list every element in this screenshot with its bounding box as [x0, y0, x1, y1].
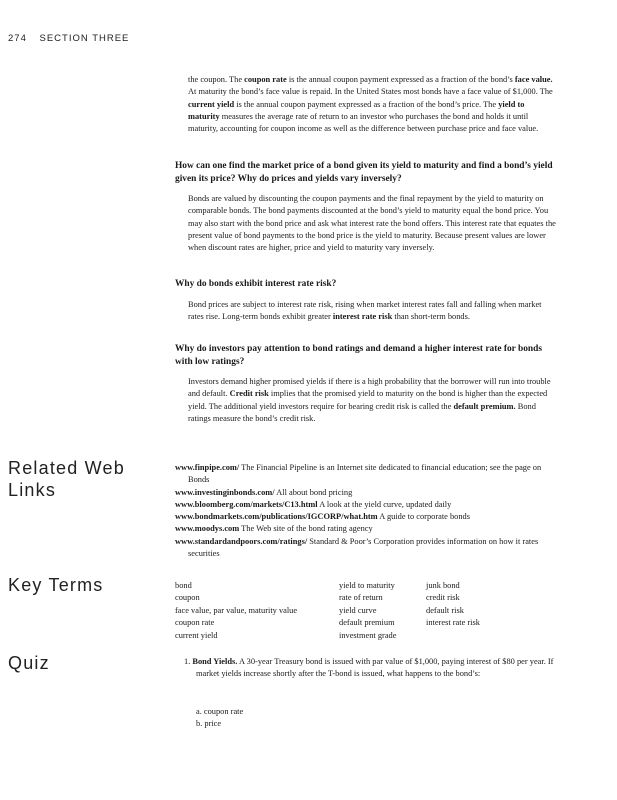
- quiz-options: [196, 706, 243, 731]
- key-term: yield curve: [339, 605, 377, 615]
- link-standardandpoors[interactable]: www.standardandpoors.com/ratings/: [175, 536, 308, 546]
- quiz-question-1: 1. Bond Yields. A 30-year Treasury bond is issued with par value of $1,000, paying interest of $80 per year. If market yields increase shortly after the T-bond is issued, what happens to the bond’s:: [184, 657, 554, 679]
- key-term: coupon: [175, 593, 200, 603]
- key-terms-column-1: [175, 580, 297, 642]
- term-current-yield: current yield: [188, 99, 235, 109]
- summary-question-2: Why do bonds exhibit interest rate risk?: [175, 279, 337, 289]
- link-item: www.standardandpoors.com/ratings/ Standard & Poor’s Corporation provides information on how it rates securities: [175, 536, 539, 559]
- key-terms-column-3: [426, 580, 480, 630]
- quiz-heading: Quiz: [8, 653, 50, 673]
- summary-answer-3: Investors demand higher promised yields if there is a high probability that the borrower will run into trouble and default. Credit risk implies that the promised yield to maturity on the bond is higher than the expected yield. The additional yield investors require for bearing credit risk is called the default premium. Bond ratings measure the bond’s credit risk.: [188, 377, 551, 423]
- key-term: investment grade: [339, 630, 397, 640]
- related-web-links-heading: Related Web Links: [8, 458, 125, 500]
- key-term: bond: [175, 581, 192, 590]
- term-face-value: face value.: [514, 75, 553, 84]
- key-terms-heading: Key Terms: [8, 575, 104, 595]
- term-default-premium: default premium.: [453, 401, 516, 411]
- link-item: www.moodys.com The Web site of the bond rating agency: [175, 524, 373, 534]
- link-bondmarkets[interactable]: www.bondmarkets.com/publications/IGCORP/what.htm: [175, 512, 378, 522]
- key-term: yield to maturity: [339, 581, 395, 590]
- link-moodys[interactable]: www.moodys.com: [175, 524, 240, 534]
- link-item: www.investinginbonds.com/ All about bond pricing: [175, 487, 353, 497]
- term-interest-rate-risk: interest rate risk: [332, 312, 393, 322]
- summary-answer-2: Bond prices are subject to interest rate risk, rising when market interest rates fall and falling when market rates rise. Long-term bonds exhibit greater interest rate risk than short-term bonds.: [188, 300, 542, 322]
- section-title: SECTION THREE: [39, 33, 130, 44]
- running-header: [8, 33, 129, 44]
- key-terms-column-2: [339, 580, 396, 642]
- term-credit-risk: Credit risk: [229, 389, 269, 399]
- quiz-question-title: Bond Yields.: [192, 657, 238, 666]
- link-investinginbonds[interactable]: www.investinginbonds.com/: [175, 487, 275, 497]
- page-number: 274: [8, 33, 27, 44]
- summary-answer-1: Bonds are valued by discounting the coupon payments and the final repayment by the yield to maturity on comparable bonds. The bond payments discounted at the bond’s yield to maturity equal the bond price. You may also start with the bond price and ask what interest rate the bond offers. This interest rate that equates the present value of bond payments to the bond price is the yield to maturity. Because present values are lower when discount rates are higher, price and yield to maturity vary inversely.: [188, 194, 556, 253]
- term-yield-to-maturity: yield to maturity: [188, 99, 525, 121]
- related-links-list: [175, 462, 560, 560]
- summary-question-3: Why do investors pay attention to bond ratings and demand a higher interest rate for bonds with low ratings?: [175, 344, 542, 367]
- quiz-option-a: a. coupon rate: [196, 707, 244, 716]
- summary-question-1: How can one find the market price of a bond given its yield to maturity and find a bond’s yield given its price? Why do prices and yields vary inversely?: [175, 161, 553, 184]
- key-term: current yield: [175, 630, 218, 640]
- link-finpipe[interactable]: www.finpipe.com/: [175, 463, 240, 472]
- key-term: rate of return: [339, 593, 383, 603]
- link-item: www.bondmarkets.com/publications/IGCORP/what.htm A guide to corporate bonds: [175, 512, 470, 522]
- link-item: www.finpipe.com/ The Financial Pipeline is an Internet site dedicated to financial education; see the page on Bonds: [175, 463, 542, 485]
- key-term: interest rate risk: [426, 618, 480, 628]
- key-term: junk bond: [426, 581, 460, 590]
- link-item: www.bloomberg.com/markets/C13.html A look at the yield curve, updated daily: [175, 499, 452, 509]
- quiz-option-b: b. price: [196, 719, 222, 729]
- term-coupon-rate: coupon rate: [244, 75, 287, 84]
- link-bloomberg[interactable]: www.bloomberg.com/markets/C13.html: [175, 499, 318, 509]
- key-term: credit risk: [426, 593, 460, 603]
- key-term: coupon rate: [175, 618, 215, 628]
- intro-paragraph: the coupon. The coupon rate is the annual coupon payment expressed as a fraction of the bond’s face value. At maturity the bond’s face value is repaid. In the United States most bonds have a face value of $1,000. The current yield is the annual coupon payment expressed as a fraction of the bond’s price. The yield to maturity measures the average rate of return to an investor who purchases the bond and holds it until maturity, accounting for coupon income as well as the difference between purchase price and face value.: [188, 75, 553, 134]
- key-term: default risk: [426, 605, 464, 615]
- key-term: face value, par value, maturity value: [175, 605, 298, 615]
- key-term: default premium: [339, 618, 395, 628]
